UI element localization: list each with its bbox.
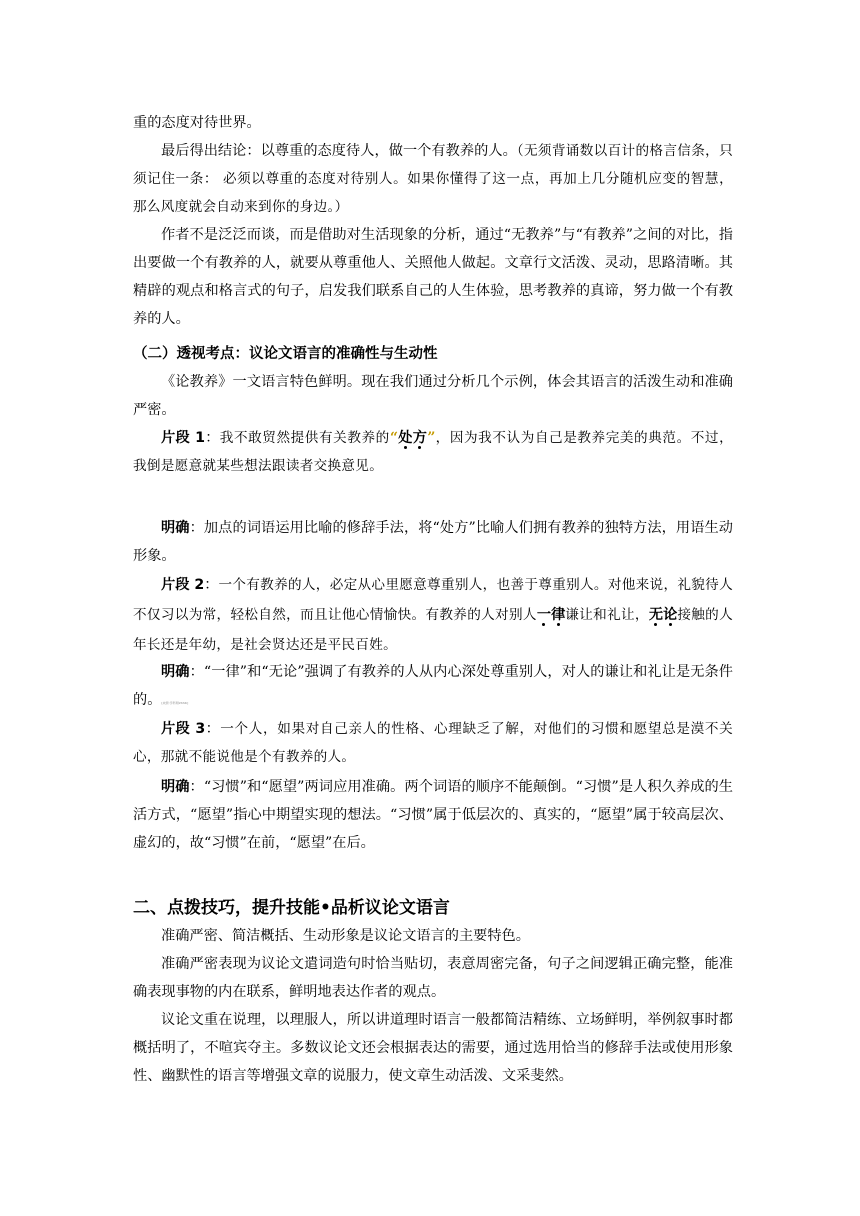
answer-label: 明确 [161, 779, 190, 795]
fragment-text: 谦让和礼让， [565, 607, 649, 623]
paragraph-text: 准确严密、简洁概括、生动形象是议论文语言的主要特色。 [161, 928, 530, 944]
paragraph-text: 最后得出结论：以尊重的态度待人，做一个有教养的人。 [161, 143, 517, 159]
answer-3 [133, 773, 733, 857]
paragraph-features [133, 922, 733, 950]
fragment-label: 片段 3 [161, 721, 206, 737]
paragraph-text: 准确严密表现为议论文遣词造句时恰当贴切，表意周密完备，句子之间逻辑正确完整，能准确表现事物的内在联系，鲜明地表达作者的观点。 [133, 956, 733, 1000]
section-heading-main: 二、点拨技巧，提升技能•品析议论文语言 [133, 898, 450, 918]
fragment-colon: ： [205, 430, 220, 446]
fragment-label: 片段 2 [161, 577, 205, 593]
fragment-text: 我不敢贸然提供有关教养的 [219, 430, 390, 446]
dotted-char: 无 [648, 607, 664, 623]
paragraph-quote: （无须背诵数以百计的格言信条，只须记住一条： 必须以尊重的态度对待别人。如果你懂得了这一点，再加上几分随机应变的智慧，那么风度就会自动来到你的身边。） [133, 143, 733, 215]
fragment-text: 接触的人年长还是年幼，是社会贤达还是平民百姓。 [133, 607, 733, 653]
paragraph-conclusion [133, 137, 733, 221]
paragraph-accuracy [133, 950, 733, 1006]
dotted-char: 处 [398, 430, 413, 446]
open-quote: “ [389, 430, 398, 446]
close-quote: ” [427, 430, 436, 446]
answer-2 [133, 658, 733, 717]
fragment-2 [133, 570, 733, 660]
answer-text: ：“一律”和“无论”强调了有教养的人从内心深处尊重别人，对人的谦让和礼让是无条件的。 [133, 664, 733, 708]
paragraph-text: 重的态度对待世界。 [133, 115, 261, 131]
fragment-text: 一个有教养的人，必定从心里愿意尊重别人，也善于尊重别人。对他来说，礼貌待人不仅习以为常，轻松自然，而且让他心情愉快。有教养的人对别人 [133, 577, 733, 623]
paragraph-intro [133, 368, 733, 424]
answer-text: ：“习惯”和“愿望”两词应用准确。两个词语的顺序不能颠倒。“习惯”是人积久养成的生活方式，“愿望”指心中期望实现的想法。“习惯”属于低层次的、真实的，“愿望”属于较高层次、虚幻的，故“习惯”在前，“愿望”在后。 [133, 779, 733, 851]
dotted-char: 一 [536, 607, 552, 623]
answer-label: 明确 [161, 664, 190, 680]
fragment-colon: ： [204, 577, 219, 593]
dotted-char: 论 [663, 607, 678, 623]
paragraph-continuation [133, 109, 733, 137]
fragment-text: ，因为我不认为自己是教养完美的典范。不过，我倒是愿意就某些想法跟读者交换意见。 [133, 430, 733, 474]
fragment-colon: ： [205, 721, 221, 737]
source-watermark: [来源:学科网ZXXK] [161, 701, 189, 705]
fragment-1 [133, 424, 733, 480]
section-heading-2: （二）透视考点：议论文语言的准确性与生动性 [133, 346, 438, 362]
fragment-label: 片段 1 [161, 430, 206, 446]
paragraph-text: 《论教养》一文语言特色鲜明。现在我们通过分析几个示例，体会其语言的活泼生动和准确严密。 [133, 374, 733, 418]
answer-text: ：加点的词语运用比喻的修辞手法，将“处方”比喻人们拥有教养的独特方法，用语生动形象。 [133, 520, 733, 564]
answer-1 [133, 514, 733, 570]
dotted-char: 方 [412, 430, 428, 446]
paragraph-reasoning [133, 1006, 733, 1090]
paragraph-analysis [133, 221, 733, 333]
fragment-3 [133, 715, 733, 771]
answer-label: 明确 [161, 520, 190, 536]
dotted-char: 律 [551, 607, 566, 623]
paragraph-text: 议论文重在说理，以理服人，所以讲道理时语言一般都简洁精练、立场鲜明，举例叙事时都概括明了，不喧宾夺主。多数议论文还会根据表达的需要，通过选用恰当的修辞手法或使用形象性、幽默性的语言等增强文章的说服力，使文章生动活泼、文采斐然。 [133, 1012, 733, 1084]
fragment-text: 一个人，如果对自己亲人的性格、心理缺乏了解，对他们的习惯和愿望总是漠不关心，那就不能说他是个有教养的人。 [133, 721, 734, 765]
paragraph-text: 作者不是泛泛而谈，而是借助对生活现象的分析，通过“无教养”与“有教养”之间的对比，指出要做一个有教养的人，就要从尊重他人、关照他人做起。文章行文活泼、灵动，思路清晰。其精辟的观点和格言式的句子，启发我们联系自己的人生体验，思考教养的真谛，努力做一个有教养的人。 [133, 227, 733, 327]
